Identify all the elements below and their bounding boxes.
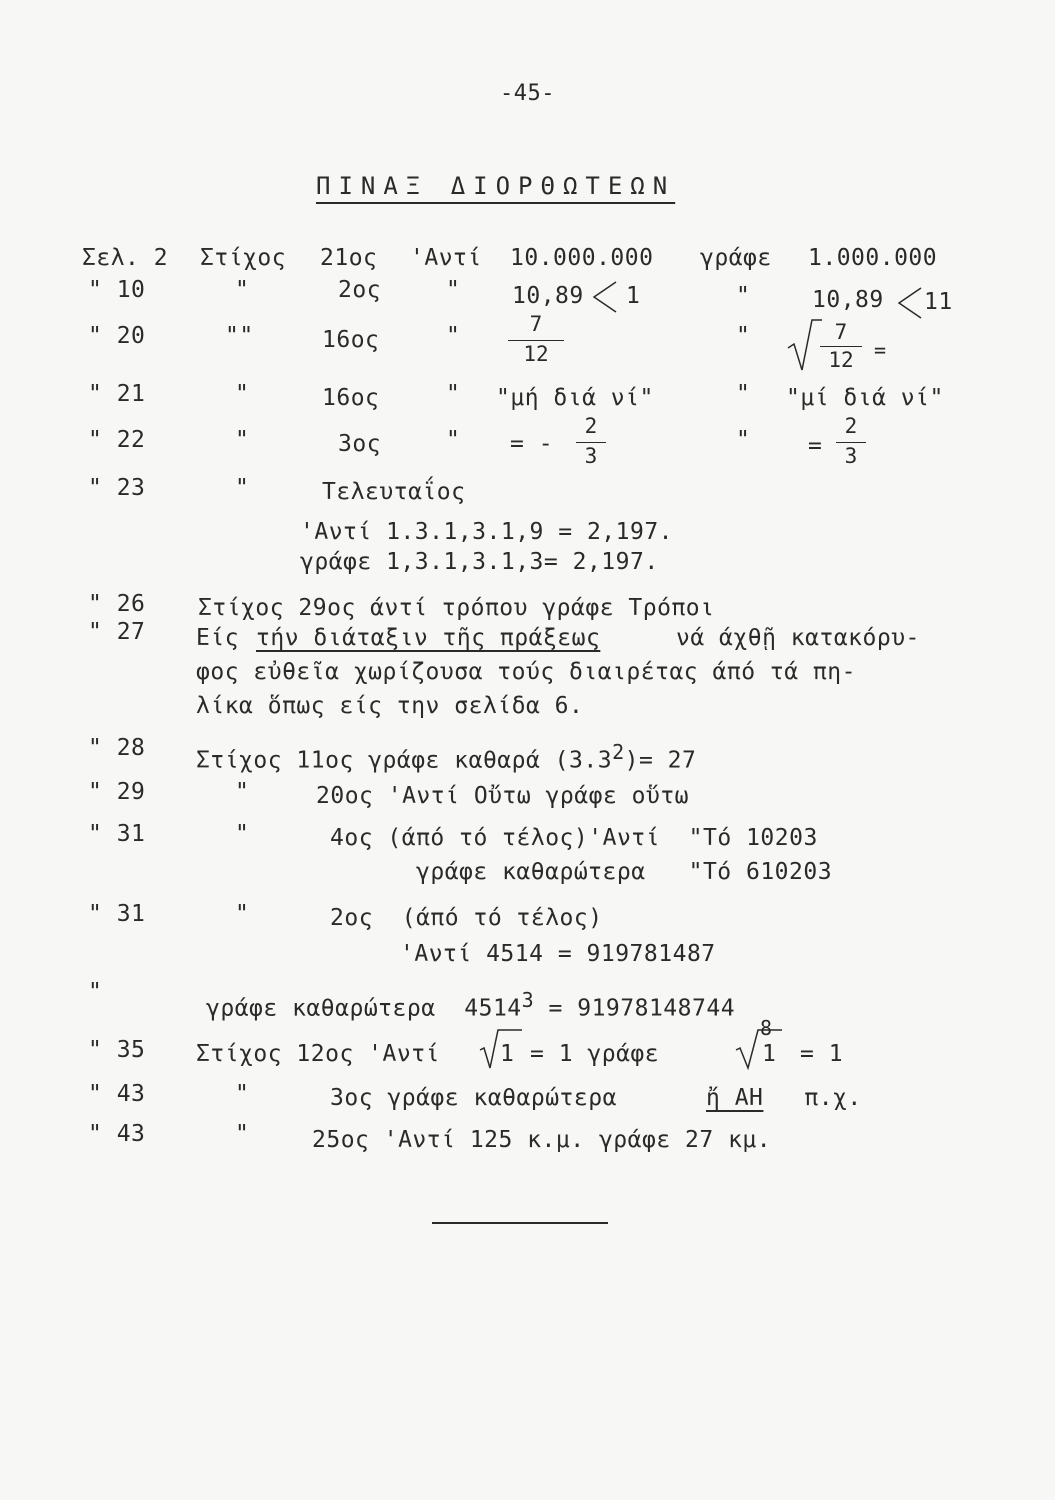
row-14-mid: = 1 γράφε xyxy=(530,1041,660,1067)
row-1-wrong: 10.000.000 xyxy=(510,245,654,271)
row-15-ditto: " xyxy=(235,1081,250,1107)
row-14-page: " 35 xyxy=(88,1037,146,1063)
row-2-line: 2ος xyxy=(338,277,382,303)
fraction-denominator: 3 xyxy=(844,444,858,468)
row-2-ditto3: " xyxy=(736,283,751,309)
row-5-ditto3: " xyxy=(736,427,751,453)
fraction-denominator: 3 xyxy=(584,444,598,468)
radical-sign-icon xyxy=(786,318,822,374)
row-1-page: Σελ. 2 xyxy=(82,245,169,271)
row-5-right-prefix: = xyxy=(808,433,823,459)
row-11-text-2: γράφε καθαρώτερα "Τό 610203 xyxy=(416,859,833,885)
row-7-text: Στίχος 29ος άντί τρόπου γράφε Τρόποι xyxy=(198,595,715,621)
row-3-wrong-fraction xyxy=(508,312,564,366)
row-5-wrong-prefix: = - xyxy=(510,431,554,457)
row-14-right-radicand: 1 xyxy=(762,1041,777,1067)
row-2-right-tail: 11 xyxy=(924,289,953,315)
row-5-page: " 22 xyxy=(88,427,146,453)
row-15-underlined: ἤ ΑΗ xyxy=(706,1085,764,1111)
row-4-ditto: " xyxy=(235,381,250,407)
row-9-page: " 28 xyxy=(88,735,146,761)
row-1-right: 1.000.000 xyxy=(808,245,938,271)
row-3-right-eq: = xyxy=(874,338,887,362)
row-12-text-2: 'Αντί 4514 = 919781487 xyxy=(400,941,716,967)
row-13-page: " xyxy=(88,979,103,1005)
fraction-bar xyxy=(820,346,862,347)
fraction-numerator: 7 xyxy=(834,320,848,344)
row-6-grafe-line: γράφε 1,3.1,3.1,3= 2,197. xyxy=(300,549,659,575)
row-13-text xyxy=(206,986,735,1023)
row-15-page: " 43 xyxy=(88,1081,146,1107)
row-10-text: 20ος 'Αντί Οὔτω γράφε οὕτω xyxy=(316,783,690,809)
row-12-text-1: 2ος (άπό τό τέλος) xyxy=(330,905,603,931)
row-4-ditto3: " xyxy=(736,381,751,407)
row-14-right-tail: = 1 xyxy=(800,1041,844,1067)
row-14-text: Στίχος 12ος 'Αντί xyxy=(196,1041,440,1067)
fraction-denominator: 12 xyxy=(828,348,854,372)
row-9-superscript: 2 xyxy=(612,740,625,764)
row-1-line: 21ος xyxy=(320,245,378,271)
row-3-ditto3: " xyxy=(736,323,751,349)
fraction-bar xyxy=(508,340,564,341)
row-4-line: 16ος xyxy=(322,385,380,411)
row-13-text-main: γράφε καθαρώτερα 4514 xyxy=(206,995,522,1022)
row-3-line: 16ος xyxy=(322,327,380,353)
row-3-right-fraction xyxy=(820,320,862,372)
row-8-text-1b: τήν διάταξιν τῆς πράξεως xyxy=(256,625,601,651)
row-8-text-2: φος εὐθεῖα χωρίζουσα τούς διαιρέτας άπό τά πη- xyxy=(196,659,856,685)
row-14-root-index: 8 xyxy=(760,1016,773,1040)
row-6-line: Τελευταΐος xyxy=(322,479,466,505)
fraction-numerator: 2 xyxy=(584,414,598,438)
row-13-text-tail: = 91978148744 xyxy=(534,995,736,1022)
row-3-ditto2: " xyxy=(446,323,461,349)
closing-rule xyxy=(432,1222,608,1224)
row-9-text-main: Στίχος 11ος γράφε καθαρά (3.3 xyxy=(196,747,613,774)
row-2-ditto2: " xyxy=(446,277,461,303)
row-2-ditto: " xyxy=(235,277,250,303)
row-10-page: " 29 xyxy=(88,779,146,805)
row-11-text-1: 4ος (άπό τό τέλος)'Αντί "Τό 10203 xyxy=(330,825,818,851)
row-6-ditto: " xyxy=(235,475,250,501)
page-title: ΠΙΝΑΞ ΔΙΟΡΘΩΤΕΩΝ xyxy=(316,172,676,200)
row-9-text-tail: )= 27 xyxy=(624,747,697,774)
row-11-ditto: " xyxy=(235,821,250,847)
row-15-text: 3ος γράφε καθαρώτερα xyxy=(330,1085,617,1111)
fraction-numerator: 2 xyxy=(844,414,858,438)
row-16-text: 25ος 'Αντί 125 κ.μ. γράφε 27 κμ. xyxy=(312,1127,772,1153)
row-16-page: " 43 xyxy=(88,1121,146,1147)
row-1-stixos: Στίχος xyxy=(200,245,287,271)
row-8-text-3: λίκα ὅπως είς την σελίδα 6. xyxy=(196,693,584,719)
row-5-right-fraction xyxy=(836,414,866,468)
row-2-wrong-tail: 1 xyxy=(626,283,641,309)
row-2-right: 10,89 xyxy=(812,287,884,313)
row-14-wrong-radicand: 1 xyxy=(500,1041,515,1067)
row-11-page: " 31 xyxy=(88,821,146,847)
row-4-right: "μί διά νί" xyxy=(786,385,944,411)
row-2-wrong: 10,89 xyxy=(512,283,584,309)
row-6-anti-line: 'Αντί 1.3.1,3.1,9 = 2,197. xyxy=(300,519,674,545)
row-4-ditto2: " xyxy=(446,381,461,407)
page-number: -45- xyxy=(500,81,555,106)
row-5-wrong-fraction xyxy=(576,414,606,468)
row-3-page: " 20 xyxy=(88,323,146,349)
row-8-text-1a: Είς xyxy=(196,625,240,651)
fraction-denominator: 12 xyxy=(523,342,549,366)
row-13-superscript: 3 xyxy=(521,988,535,1012)
row-5-line: 3ος xyxy=(338,431,382,457)
row-9-text xyxy=(196,738,696,775)
row-5-ditto: " xyxy=(235,427,250,453)
less-than-sign-icon xyxy=(895,286,925,320)
row-12-ditto: " xyxy=(235,901,250,927)
row-4-page: " 21 xyxy=(88,381,146,407)
less-than-sign-icon xyxy=(590,280,620,314)
row-16-ditto: " xyxy=(235,1121,250,1147)
row-4-wrong: "μή διά νί" xyxy=(496,385,654,411)
row-1-grafe: γράφε xyxy=(700,245,772,271)
row-6-page: " 23 xyxy=(88,475,146,501)
fraction-bar xyxy=(836,442,866,443)
row-7-page: " 26 xyxy=(88,591,146,617)
row-12-page: " 31 xyxy=(88,901,146,927)
row-5-ditto2: " xyxy=(446,427,461,453)
row-3-ditto: "" xyxy=(225,323,254,349)
row-2-page: " 10 xyxy=(88,277,146,303)
row-1-anti: 'Αντί xyxy=(410,245,482,271)
row-8-text-1c: νά άχθῇ κατακόρυ- xyxy=(676,625,920,651)
row-8-page: " 27 xyxy=(88,619,146,645)
fraction-bar xyxy=(576,442,606,443)
row-10-ditto: " xyxy=(235,779,250,805)
fraction-numerator: 7 xyxy=(529,312,543,336)
row-15-tail: π.χ. xyxy=(790,1085,862,1111)
